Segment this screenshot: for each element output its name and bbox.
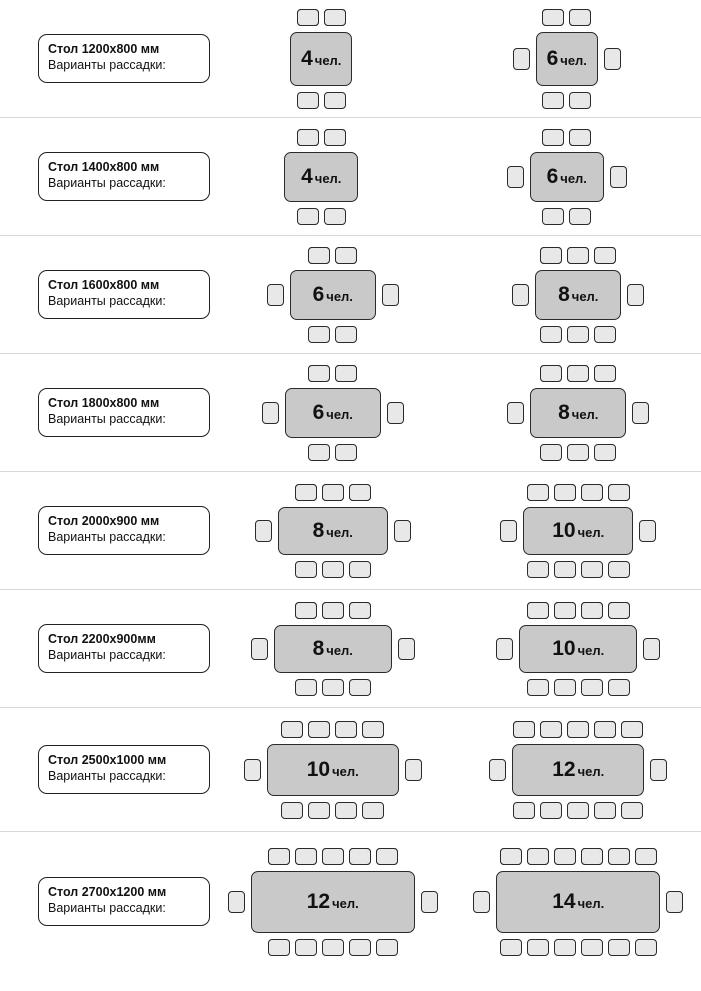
seat-count-label [552, 891, 604, 912]
seat-count-unit: чел. [560, 53, 587, 68]
seat-count-label [313, 638, 353, 659]
seating-variants [210, 832, 701, 971]
seat-count-unit: чел. [571, 407, 599, 422]
chair [335, 365, 357, 382]
seating-variants [210, 0, 701, 117]
chair [542, 208, 564, 225]
seating-variants [210, 708, 701, 831]
seating-variant [262, 365, 404, 461]
table-size-title: Стол 2200x900мм [48, 632, 156, 647]
seating-variant [507, 365, 649, 461]
chair [500, 520, 517, 542]
chair [281, 802, 303, 819]
chair [507, 402, 524, 424]
table-surface [274, 625, 392, 673]
seat-count-number: 8 [558, 283, 570, 306]
seating-variant [290, 9, 352, 109]
table-diagram [290, 9, 352, 109]
table-size-row [0, 236, 701, 354]
seating-variants-caption: Варианты рассадки: [48, 412, 166, 426]
chair [554, 561, 576, 578]
table-size-title: Стол 1400x800 мм [48, 160, 160, 175]
chair [608, 939, 630, 956]
chair [581, 484, 603, 501]
chair [567, 721, 589, 738]
chair [281, 721, 303, 738]
chair [540, 247, 562, 264]
chair [295, 602, 317, 619]
seating-variants-caption: Варианты рассадки: [48, 176, 166, 190]
seating-variants-caption: Варианты рассадки: [48, 58, 166, 72]
table-size-row [0, 708, 701, 832]
chair [268, 939, 290, 956]
table-diagram [251, 602, 415, 696]
chair [308, 365, 330, 382]
seat-count-label [552, 638, 604, 659]
seat-count-number: 6 [312, 283, 325, 306]
chair [627, 284, 644, 306]
chair [398, 638, 415, 660]
seating-variant [255, 484, 411, 578]
seat-count-number: 10 [306, 758, 331, 781]
chair [513, 802, 535, 819]
seating-variants-caption: Варианты рассадки: [48, 901, 166, 915]
chair [295, 679, 317, 696]
chair [569, 92, 591, 109]
chair [567, 444, 589, 461]
table-surface [530, 152, 604, 202]
seat-count-unit: чел. [577, 896, 605, 911]
table-size-label-box [38, 506, 210, 554]
table-surface [530, 388, 626, 438]
chair [527, 848, 549, 865]
seating-variant [267, 247, 399, 343]
table-size-label-box [38, 624, 210, 672]
chair [308, 802, 330, 819]
table-size-label-box [38, 388, 210, 436]
table-diagram [262, 365, 404, 461]
table-diagram [496, 602, 660, 696]
chair [335, 721, 357, 738]
seating-variants [210, 118, 701, 235]
chair [394, 520, 411, 542]
chair [297, 129, 319, 146]
table-surface [536, 32, 598, 86]
table-diagram [473, 848, 683, 956]
chair [335, 247, 357, 264]
seat-count-number: 12 [306, 890, 331, 913]
chair [594, 802, 616, 819]
seating-variant [244, 721, 422, 819]
table-size-label-box [38, 745, 210, 793]
chair [362, 721, 384, 738]
seat-count-number: 4 [301, 165, 313, 188]
table-size-row [0, 0, 701, 118]
seat-count-label [552, 520, 604, 541]
table-diagram [284, 129, 358, 225]
seat-count-unit: чел. [560, 171, 587, 186]
chair [666, 891, 683, 913]
chair [382, 284, 399, 306]
chair [349, 848, 371, 865]
chair [322, 939, 344, 956]
seat-count-number: 6 [546, 165, 559, 188]
chair [608, 561, 630, 578]
seating-variants-caption: Варианты рассадки: [48, 648, 166, 662]
seat-count-number: 10 [552, 519, 576, 542]
seat-count-label [313, 402, 353, 423]
chair [324, 9, 346, 26]
table-surface [519, 625, 637, 673]
chair [322, 602, 344, 619]
chair [621, 802, 643, 819]
chair [512, 284, 529, 306]
chair [421, 891, 438, 913]
seating-variant [507, 129, 627, 225]
seating-variant [473, 848, 683, 956]
chair [297, 208, 319, 225]
seat-count-number: 12 [552, 758, 576, 781]
table-size-row [0, 832, 701, 971]
table-surface [285, 388, 381, 438]
chair [540, 326, 562, 343]
seat-count-label [313, 520, 353, 541]
chair [567, 365, 589, 382]
chair [569, 208, 591, 225]
chair [540, 721, 562, 738]
chair [594, 365, 616, 382]
chair [255, 520, 272, 542]
chair [554, 679, 576, 696]
table-diagram [507, 129, 627, 225]
chair [594, 444, 616, 461]
chair [335, 326, 357, 343]
seating-variant [489, 721, 667, 819]
chair [376, 939, 398, 956]
chair [295, 561, 317, 578]
seat-count-unit: чел. [314, 53, 342, 68]
seat-count-unit: чел. [326, 289, 353, 304]
chair [540, 802, 562, 819]
chair [569, 129, 591, 146]
chair [507, 166, 524, 188]
table-size-label-box [38, 877, 210, 925]
seating-variant [500, 484, 656, 578]
chair [554, 484, 576, 501]
table-diagram [512, 247, 644, 343]
chair [473, 891, 490, 913]
seat-count-label [558, 284, 598, 305]
seat-count-label [307, 891, 359, 912]
seat-count-unit: чел. [326, 407, 353, 422]
seat-count-number: 10 [552, 637, 576, 660]
chair [324, 92, 346, 109]
chair [349, 484, 371, 501]
seat-count-number: 14 [552, 890, 576, 913]
seat-count-unit: чел. [571, 289, 599, 304]
chair [349, 561, 371, 578]
table-size-label-box [38, 34, 210, 82]
table-size-title: Стол 1200x800 мм [48, 42, 160, 57]
chair [500, 848, 522, 865]
chair [322, 484, 344, 501]
chair [297, 92, 319, 109]
chair [621, 721, 643, 738]
chair [267, 284, 284, 306]
chair [295, 848, 317, 865]
table-surface [523, 507, 633, 555]
table-surface [535, 270, 621, 320]
table-diagram [267, 247, 399, 343]
table-surface [278, 507, 388, 555]
chair [594, 326, 616, 343]
table-diagram [489, 721, 667, 819]
chair [608, 679, 630, 696]
table-surface [290, 32, 352, 86]
seat-count-unit: чел. [326, 525, 353, 540]
chair [349, 679, 371, 696]
seating-variants-caption: Варианты рассадки: [48, 530, 166, 544]
table-size-title: Стол 1800x800 мм [48, 396, 160, 411]
chair [496, 638, 513, 660]
seat-count-label [547, 166, 587, 187]
chair [262, 402, 279, 424]
chair [308, 326, 330, 343]
chair [513, 48, 530, 70]
seating-variant [284, 129, 358, 225]
table-size-row [0, 590, 701, 708]
chair [542, 92, 564, 109]
seat-count-label [307, 759, 359, 780]
seat-count-label [301, 166, 341, 187]
seating-variant [513, 9, 621, 109]
chair [581, 561, 603, 578]
seat-count-number: 8 [558, 401, 570, 424]
seating-variants [210, 472, 701, 589]
table-diagram [500, 484, 656, 578]
chair [322, 848, 344, 865]
chair [335, 802, 357, 819]
chair [376, 848, 398, 865]
table-surface [290, 270, 376, 320]
chair [308, 721, 330, 738]
table-size-row [0, 472, 701, 590]
table-diagram [244, 721, 422, 819]
seat-count-unit: чел. [314, 171, 342, 186]
chair [608, 602, 630, 619]
chair [228, 891, 245, 913]
chair [567, 802, 589, 819]
table-diagram [228, 848, 438, 956]
seating-variants-caption: Варианты рассадки: [48, 294, 166, 308]
chair [635, 848, 657, 865]
table-size-title: Стол 2700x1200 мм [48, 885, 167, 900]
seating-variant [228, 848, 438, 956]
seat-count-number: 6 [546, 47, 559, 70]
chair [297, 9, 319, 26]
chair [540, 444, 562, 461]
seating-variants-caption: Варианты рассадки: [48, 769, 166, 783]
chair [650, 759, 667, 781]
seat-count-label [552, 759, 604, 780]
seat-count-label [547, 48, 587, 69]
chair [322, 679, 344, 696]
chair [527, 679, 549, 696]
chair [608, 484, 630, 501]
chair [632, 402, 649, 424]
seat-count-number: 8 [312, 637, 325, 660]
seating-variant [251, 602, 415, 696]
chair [604, 48, 621, 70]
chair [594, 247, 616, 264]
table-size-title: Стол 1600x800 мм [48, 278, 160, 293]
seating-variants [210, 590, 701, 707]
chair [635, 939, 657, 956]
chair [324, 129, 346, 146]
table-surface [512, 744, 644, 796]
chair [581, 679, 603, 696]
table-surface [251, 871, 415, 933]
chair [567, 326, 589, 343]
table-size-row [0, 354, 701, 472]
chair [362, 802, 384, 819]
seat-count-number: 4 [301, 47, 313, 70]
seat-count-label [313, 284, 353, 305]
chair [500, 939, 522, 956]
chair [554, 939, 576, 956]
chair [251, 638, 268, 660]
table-surface [284, 152, 358, 202]
chair [268, 848, 290, 865]
table-size-row [0, 118, 701, 236]
seat-count-unit: чел. [326, 643, 353, 658]
seat-count-unit: чел. [577, 525, 605, 540]
seat-count-unit: чел. [577, 764, 605, 779]
seating-variants [210, 354, 701, 471]
table-diagram [507, 365, 649, 461]
chair [567, 247, 589, 264]
table-size-title: Стол 2500x1000 мм [48, 753, 167, 768]
chair [542, 129, 564, 146]
chair [608, 848, 630, 865]
chair [295, 939, 317, 956]
chair [639, 520, 656, 542]
chair [527, 561, 549, 578]
chair [643, 638, 660, 660]
seat-count-label [301, 48, 341, 69]
seating-variants [210, 236, 701, 353]
chair [527, 602, 549, 619]
seat-count-unit: чел. [577, 643, 605, 658]
chair [295, 484, 317, 501]
chair [335, 444, 357, 461]
chair [554, 848, 576, 865]
chair [489, 759, 506, 781]
seat-count-number: 8 [312, 519, 325, 542]
chair [387, 402, 404, 424]
table-size-label-box [38, 270, 210, 318]
chair [322, 561, 344, 578]
chair [527, 484, 549, 501]
seat-count-unit: чел. [332, 896, 359, 911]
table-surface [267, 744, 399, 796]
seat-count-unit: чел. [332, 764, 359, 779]
chair [610, 166, 627, 188]
chair [324, 208, 346, 225]
table-diagram [255, 484, 411, 578]
chair [527, 939, 549, 956]
chair [542, 9, 564, 26]
chair [405, 759, 422, 781]
chair [554, 602, 576, 619]
seat-count-number: 6 [312, 401, 325, 424]
chair [513, 721, 535, 738]
table-size-label-box [38, 152, 210, 200]
table-surface [496, 871, 660, 933]
chair [569, 9, 591, 26]
chair [308, 444, 330, 461]
table-diagram [513, 9, 621, 109]
seating-variant [496, 602, 660, 696]
chair [308, 247, 330, 264]
chair [581, 602, 603, 619]
chair [349, 602, 371, 619]
table-size-title: Стол 2000x900 мм [48, 514, 160, 529]
chair [581, 848, 603, 865]
chair [594, 721, 616, 738]
chair [349, 939, 371, 956]
seat-count-label [558, 402, 598, 423]
chair [581, 939, 603, 956]
seating-variant [512, 247, 644, 343]
chair [540, 365, 562, 382]
chair [244, 759, 261, 781]
